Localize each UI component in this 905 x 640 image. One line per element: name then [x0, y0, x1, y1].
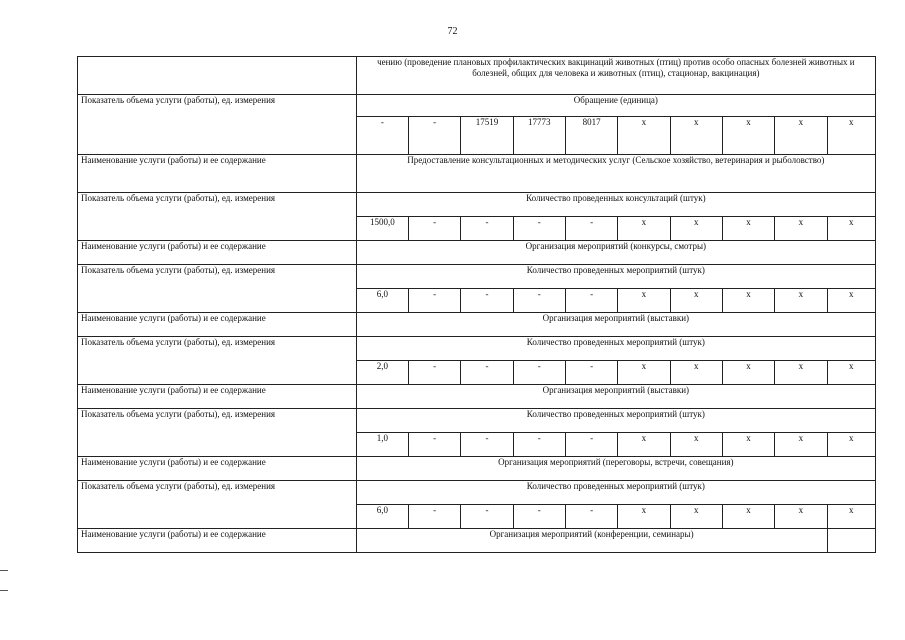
value-cell: 1,0	[356, 433, 408, 457]
value-cell: -	[409, 433, 461, 457]
indicator-unit: Обращение (единица)	[356, 95, 875, 117]
indicator-label: Показатель объема услуги (работы), ед. измерения	[78, 337, 357, 385]
service-name-row	[78, 529, 876, 553]
indicator-row	[78, 481, 876, 505]
header-row	[78, 57, 876, 95]
value-cell: x	[670, 217, 722, 241]
value-cell: x	[670, 361, 722, 385]
value-cell: -	[356, 117, 408, 155]
value-cell: x	[827, 361, 876, 385]
value-cell: -	[565, 289, 617, 313]
indicator-row	[78, 193, 876, 217]
value-cell: x	[775, 505, 827, 529]
value-cell: 6,0	[356, 289, 408, 313]
value-cell: -	[513, 361, 565, 385]
value-cell: x	[827, 217, 876, 241]
service-name-label: Наименование услуги (работы) и ее содержание	[78, 529, 357, 553]
value-cell: x	[670, 505, 722, 529]
indicator-unit: Количество проведенных мероприятий (штук)	[356, 409, 875, 433]
value-cell: x	[618, 433, 670, 457]
value-cell: x	[618, 289, 670, 313]
indicator-label: Показатель объема услуги (работы), ед. измерения	[78, 481, 357, 529]
value-cell: -	[409, 117, 461, 155]
service-name-label: Наименование услуги (работы) и ее содержание	[78, 241, 357, 265]
value-cell: -	[409, 361, 461, 385]
value-cell: 17519	[461, 117, 513, 155]
value-cell: 17773	[513, 117, 565, 155]
value-cell: -	[409, 505, 461, 529]
value-cell: x	[827, 289, 876, 313]
value-cell: x	[618, 217, 670, 241]
service-name-label: Наименование услуги (работы) и ее содержание	[78, 155, 357, 193]
indicator-row	[78, 337, 876, 361]
value-cell: x	[618, 117, 670, 155]
value-cell: -	[513, 505, 565, 529]
margin-mark	[0, 570, 8, 571]
value-cell: -	[461, 433, 513, 457]
value-cell: 6,0	[356, 505, 408, 529]
service-name: Предоставление консультационных и методических услуг (Сельское хозяйство, ветеринария и рыболовство)	[356, 155, 875, 193]
value-cell: -	[461, 289, 513, 313]
value-cell: -	[461, 505, 513, 529]
value-cell: -	[565, 361, 617, 385]
service-name-row	[78, 313, 876, 337]
value-cell: x	[670, 117, 722, 155]
value-cell: -	[565, 433, 617, 457]
service-name: Организация мероприятий (переговоры, встречи, совещания)	[356, 457, 875, 481]
value-cell: 8017	[565, 117, 617, 155]
value-cell: -	[513, 433, 565, 457]
indicator-label: Показатель объема услуги (работы), ед. измерения	[78, 193, 357, 241]
indicator-row	[78, 409, 876, 433]
service-name: Организация мероприятий (конференции, семинары)	[356, 529, 827, 553]
service-name-label: Наименование услуги (работы) и ее содержание	[78, 457, 357, 481]
empty-cell	[827, 529, 876, 553]
margin-mark	[0, 590, 8, 591]
service-name-row	[78, 241, 876, 265]
value-cell: -	[565, 217, 617, 241]
service-name-label: Наименование услуги (работы) и ее содержание	[78, 385, 357, 409]
value-cell: -	[461, 361, 513, 385]
value-cell: x	[722, 117, 774, 155]
service-name-label: Наименование услуги (работы) и ее содержание	[78, 313, 357, 337]
value-cell: x	[618, 505, 670, 529]
value-cell: x	[827, 117, 876, 155]
value-cell: -	[409, 289, 461, 313]
value-cell: x	[722, 361, 774, 385]
indicator-label: Показатель объема услуги (работы), ед. измерения	[78, 95, 357, 155]
service-name: Организация мероприятий (выставки)	[356, 313, 875, 337]
value-cell: -	[565, 505, 617, 529]
value-cell: -	[409, 217, 461, 241]
service-name-row	[78, 155, 876, 193]
value-cell: -	[513, 217, 565, 241]
indicator-unit: Количество проведенных мероприятий (штук)	[356, 337, 875, 361]
value-cell: x	[775, 217, 827, 241]
value-cell: 2,0	[356, 361, 408, 385]
indicator-row	[78, 95, 876, 117]
value-cell: x	[722, 289, 774, 313]
service-name-row	[78, 385, 876, 409]
value-cell: -	[513, 289, 565, 313]
value-cell: -	[461, 217, 513, 241]
indicator-unit: Количество проведенных мероприятий (штук)	[356, 481, 875, 505]
value-cell: x	[722, 505, 774, 529]
value-cell: x	[775, 433, 827, 457]
value-cell: x	[670, 289, 722, 313]
value-cell: x	[670, 433, 722, 457]
indicator-unit: Количество проведенных консультаций (штук)	[356, 193, 875, 217]
service-name-row	[78, 457, 876, 481]
services-table	[77, 56, 876, 553]
value-cell: x	[827, 505, 876, 529]
header-text: чению (проведение плановых профилактических вакцинаций животных (птиц) против особо опасных болезней животных и болезней, общих для человека и животных (птиц), стационар, вакцинация)	[356, 57, 875, 95]
value-cell: 1500,0	[356, 217, 408, 241]
header-blank-cell	[78, 57, 357, 95]
indicator-row	[78, 265, 876, 289]
value-cell: x	[722, 433, 774, 457]
value-cell: x	[775, 289, 827, 313]
value-cell: x	[827, 433, 876, 457]
value-cell: x	[722, 217, 774, 241]
indicator-label: Показатель объема услуги (работы), ед. измерения	[78, 409, 357, 457]
value-cell: x	[775, 361, 827, 385]
value-cell: x	[618, 361, 670, 385]
indicator-unit: Количество проведенных мероприятий (штук)	[356, 265, 875, 289]
service-name: Организация мероприятий (конкурсы, смотры)	[356, 241, 875, 265]
page-number: 72	[447, 26, 458, 37]
indicator-label: Показатель объема услуги (работы), ед. измерения	[78, 265, 357, 313]
service-name: Организация мероприятий (выставки)	[356, 385, 875, 409]
value-cell: x	[775, 117, 827, 155]
